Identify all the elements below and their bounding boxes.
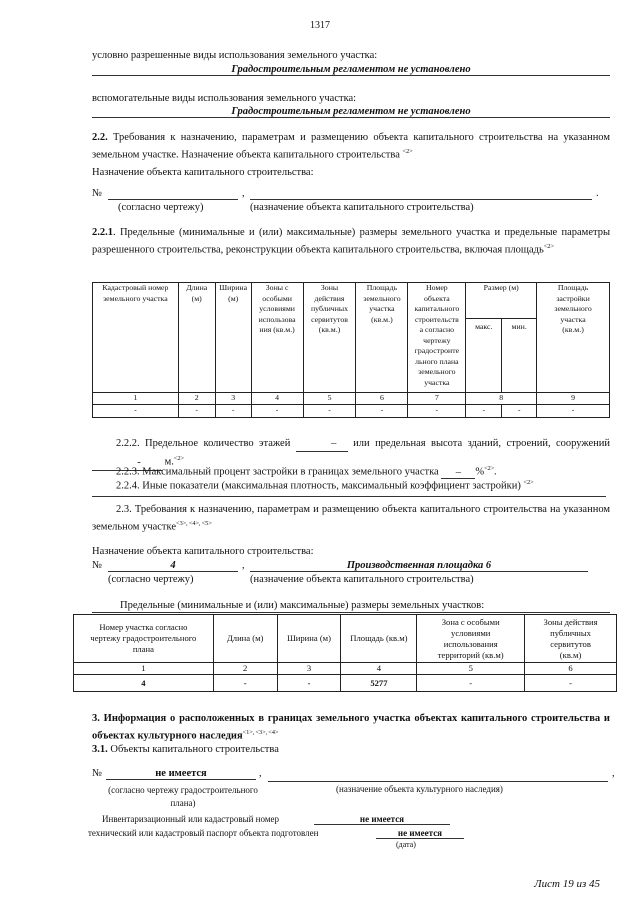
header-area: Площадь (кв.м) [341,615,417,663]
caption-drawing: (согласно чертежу) [118,202,204,213]
col-number: 8 [466,393,537,405]
section-3-heading: 3. Информация о расположенных в границах земельного участка объектах капитального строительства и объектах культурного наследия$^{<1>, <3>, <4>}$ [92,713,610,742]
section-2-3-purpose-label: Назначение объекта капитального строительства: [92,546,314,557]
section-3-1: 3.1. Объекты капитального строительства [92,744,279,755]
comma: , [612,768,615,779]
col-number: 6 [356,393,408,405]
conditional-use-value: Градостроительным регламентом не установлено [92,64,610,76]
sheet-footer: Лист 19 из 45 [534,878,600,890]
col-number: 5 [303,393,356,405]
table-cell: - [303,404,356,417]
inventory-value: не имеется [314,814,450,825]
col-number: 3 [215,393,251,405]
table-cell: - [277,675,341,692]
header-building-area: Площадь застройки земельного участка (кв.м.) [537,283,610,393]
section-2-2: 2.2. Требования к назначению, параметрам и размещению объекта капитального строительства на указанном земельном участке. Назначение объекта капитального строительства $^{<2>}$ [92,132,611,161]
period: . [596,188,599,199]
table-row [93,404,610,417]
col-number: 1 [74,663,214,675]
table-cell: - [213,675,277,692]
header-size: Размер (м) [466,283,537,319]
header-width: Ширина (м) [277,615,341,663]
col-number: 7 [408,393,466,405]
section-2-3: 2.3. Требования к назначению, параметрам и размещению объекта капитального строительства на указанном земельном участке$^{<3>, <4>, <5>}$ [92,504,611,533]
page-number: 1317 [310,20,330,31]
section-2-2-4-line [92,496,606,497]
object-3-1-number: не имеется [106,768,256,780]
table-cell: - [525,675,617,692]
section-2-2-4: 2.2.4. Иные показатели (максимальная плотность, максимальный коэффициент застройки) $^{<2>}$ [116,479,534,492]
header-servitude-zones: Зоны действия публичных сервитутов (кв.м.) [303,283,356,393]
col-number: 4 [251,393,303,405]
header-object-number: Номер объекта капитального строительств а согласно чертежу градостроите льного плана земельного участка [408,283,466,393]
section-2-2-3: 2.2.3. Максимальный процент застройки в границах земельного участка – %$^{<2>}$. [116,465,497,478]
caption-purpose: (назначение объекта культурного наследия) [336,784,503,794]
header-width: Ширина (м) [215,283,251,393]
comma: , [242,188,245,199]
section-2-2-2: 2.2.2. Предельное количество этажей – или предельная высота зданий, строений, сооружений - м.$^{<2>}$ [92,437,610,471]
section-2-2-purpose-line [250,199,592,200]
comma: , [259,768,262,779]
table-cell: 5277 [341,675,417,692]
object-3-1-purpose-line [268,781,608,782]
plot-sizes-table [73,614,617,692]
table-cell: - [93,404,179,417]
table2-title-line [92,612,610,613]
caption-drawing: (согласно чертежу градостроительного плана) [108,785,258,808]
section-2-2-no-sign: № [92,188,103,199]
caption-drawing: (согласно чертежу) [108,574,194,585]
col-number: 2 [213,663,277,675]
header-special-zones: Зоны с особыми условиями использова ния (кв.м.) [251,283,303,393]
table-cell: 4 [74,675,214,692]
caption-purpose: (назначение объекта капитального строительства) [250,574,474,585]
col-number: 3 [277,663,341,675]
table2-title: Предельные (минимальные и (или) максимальные) размеры земельных участков: [120,600,485,611]
table-row [74,675,617,692]
header-plot-number: Номер участка согласно чертежу градостроительного плана [74,615,214,663]
section-2-2-1: 2.2.1. Предельные (минимальные и (или) максимальные) размеры земельного участка и предельные параметры разрешенного строительства, реконструкции объекта капитального строительства, включая площадь$^{<2>}$ [92,227,610,256]
table-cell: - [251,404,303,417]
header-servitude-zone: Зоны действия публичных сервитутов (кв.м) [525,615,617,663]
table-cell: - [408,404,466,417]
table-cell: - [537,404,610,417]
table-cell: - [215,404,251,417]
col-number: 9 [537,393,610,405]
col-number: 5 [417,663,525,675]
header-cadastral-number: Кадастровый номер земельного участка [93,283,179,393]
header-length: Длина (м) [213,615,277,663]
col-number: 6 [525,663,617,675]
comma: , [242,560,245,571]
passport-value: не имеется [376,828,464,839]
header-size-max: макс. [466,319,502,393]
auxiliary-use-value: Градостроительным регламентом не установлено [92,106,610,118]
object-number: 4 [108,560,238,572]
date-caption: (дата) [396,840,416,849]
table-cell: - [502,404,537,417]
table-cell: - [466,404,502,417]
conditional-use-label: условно разрешенные виды использования земельного участка: [92,50,378,61]
section-2-2-purpose-label: Назначение объекта капитального строительства: [92,167,314,178]
table-cell: - [417,675,525,692]
col-number: 4 [341,663,417,675]
caption-purpose: (назначение объекта капитального строительства) [250,202,474,213]
header-length: Длина (м) [178,283,215,393]
section-2-3-no-sign: № [92,560,103,571]
inventory-label: Инвентаризационный или кадастровый номер [102,814,280,824]
section-2-2-number-line [108,199,238,200]
passport-label: технический или кадастровый паспорт объекта подготовлен [88,828,319,838]
object-purpose: Производственная площадка 6 [250,560,588,572]
header-size-min: мин. [502,319,537,393]
col-number: 2 [178,393,215,405]
table-cell: - [178,404,215,417]
header-special-zone: Зона с особыми условиями использования территорий (кв.м) [417,615,525,663]
parameters-table [92,282,610,418]
section-3-1-no-sign: № [92,768,103,779]
col-number: 1 [93,393,179,405]
auxiliary-use-label: вспомогательные виды использования земельного участка: [92,93,357,104]
header-plot-area: Площадь земельного участка (кв.м.) [356,283,408,393]
table-cell: - [356,404,408,417]
